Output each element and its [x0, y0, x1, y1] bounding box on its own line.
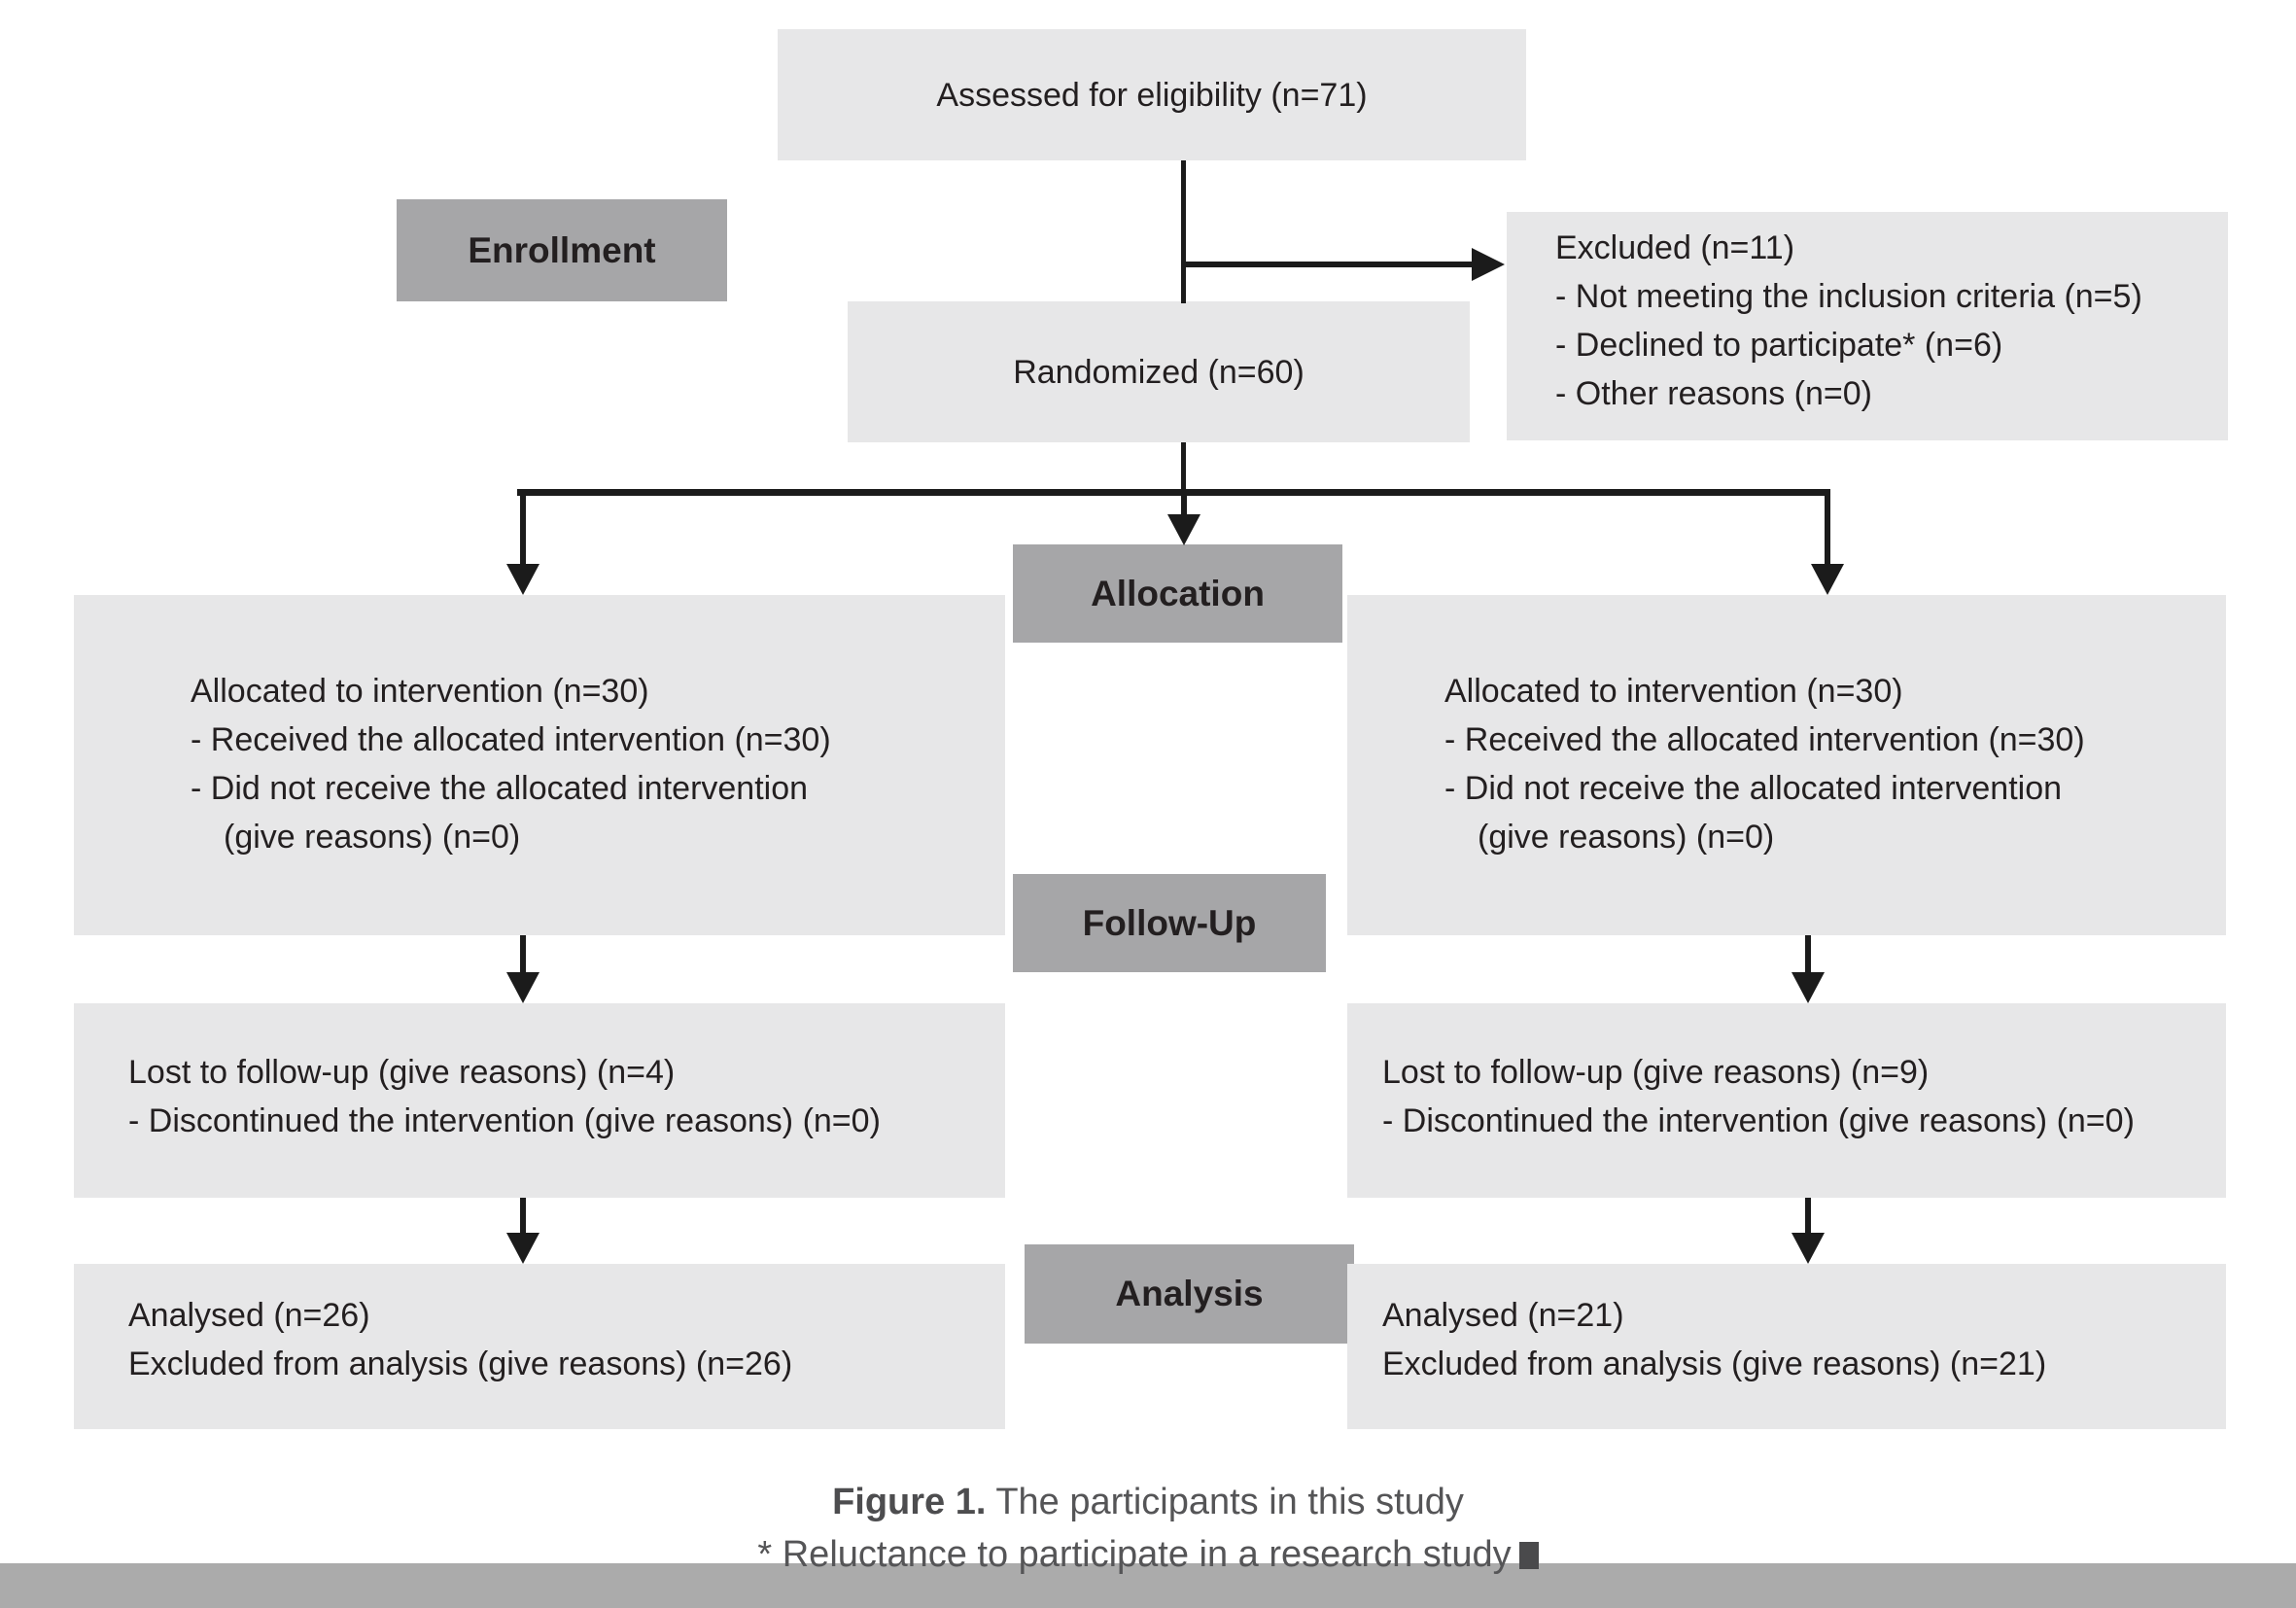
allocation-left-line: Allocated to intervention (n=30) — [191, 673, 649, 710]
allocation-left-line: - Did not receive the allocated intervention — [191, 770, 809, 807]
figure-footnote-text: * Reluctance to participate in a research study — [757, 1534, 1512, 1575]
arrowhead-right-allocation-icon — [1811, 564, 1844, 595]
connector-right-followup-to-analysis — [1805, 1198, 1811, 1235]
randomized-text: Randomized (n=60) — [1013, 353, 1305, 391]
footnote-cursor-block — [1519, 1542, 1539, 1569]
connector-branch-to-left-allocation — [520, 489, 526, 565]
allocation-left-line: - Received the allocated intervention (n=30) — [191, 721, 831, 758]
connector-assessed-to-randomized — [1181, 160, 1186, 303]
allocation-right-line: Allocated to intervention (n=30) — [1444, 673, 1903, 710]
analysis-left-line: Analysed (n=26) — [128, 1297, 370, 1334]
allocation-label-text: Allocation — [1091, 573, 1265, 613]
figure-caption-text: The participants in this study — [986, 1482, 1464, 1522]
followup-left-line: Lost to follow-up (give reasons) (n=4) — [128, 1054, 676, 1091]
connector-left-allocation-to-followup — [520, 935, 526, 974]
stage-label-followup — [1013, 874, 1326, 972]
arrowhead-left-followup-icon — [506, 972, 539, 1003]
branch-line — [517, 489, 1829, 496]
randomized-box — [848, 301, 1470, 442]
excluded-box — [1507, 212, 2228, 440]
figure-caption-label: Figure 1. — [832, 1482, 987, 1522]
analysis-right-line: Excluded from analysis (give reasons) (n=21) — [1382, 1346, 2047, 1382]
stage-label-analysis — [1025, 1244, 1354, 1344]
allocation-right-line: - Did not receive the allocated intervention — [1444, 770, 2063, 807]
excluded-line: - Declined to participate* (n=6) — [1555, 327, 2003, 364]
arrowhead-right-analysis-icon — [1792, 1233, 1825, 1264]
arrowhead-left-analysis-icon — [506, 1233, 539, 1264]
allocation-left-line: (give reasons) (n=0) — [224, 819, 521, 856]
allocation-right-box — [1347, 595, 2226, 935]
arrowhead-right-followup-icon — [1792, 972, 1825, 1003]
allocation-right-line: (give reasons) (n=0) — [1478, 819, 1775, 856]
figure-caption — [0, 1480, 2296, 1524]
assessed-eligibility-text: Assessed for eligibility (n=71) — [936, 76, 1368, 114]
excluded-line: - Other reasons (n=0) — [1555, 375, 1872, 412]
excluded-line: Excluded (n=11) — [1555, 229, 1795, 266]
assessed-eligibility-box — [778, 29, 1526, 160]
connector-to-excluded — [1181, 262, 1473, 267]
analysis-right-box — [1347, 1264, 2226, 1429]
analysis-label-text: Analysis — [1115, 1274, 1264, 1313]
followup-label-text: Follow-Up — [1082, 902, 1257, 943]
followup-left-line: - Discontinued the intervention (give reasons) (n=0) — [128, 1102, 881, 1139]
followup-right-line: - Discontinued the intervention (give reasons) (n=0) — [1382, 1102, 2135, 1139]
allocation-right-line: - Received the allocated intervention (n=30) — [1444, 721, 2085, 758]
connector-branch-to-right-allocation — [1825, 489, 1830, 565]
analysis-right-line: Analysed (n=21) — [1382, 1297, 1624, 1334]
stage-label-allocation — [1013, 544, 1342, 643]
followup-right-line: Lost to follow-up (give reasons) (n=9) — [1382, 1054, 1930, 1091]
connector-left-followup-to-analysis — [520, 1198, 526, 1235]
analysis-left-box — [74, 1264, 1005, 1429]
analysis-left-line: Excluded from analysis (give reasons) (n=26) — [128, 1346, 793, 1382]
figure-footnote — [0, 1532, 2296, 1577]
arrowhead-allocation-label-icon — [1167, 514, 1200, 545]
enrollment-label-text: Enrollment — [468, 229, 656, 270]
allocation-left-box — [74, 595, 1005, 935]
excluded-line: - Not meeting the inclusion criteria (n=5) — [1555, 278, 2142, 315]
followup-right-box — [1347, 1003, 2226, 1198]
connector-right-allocation-to-followup — [1805, 935, 1811, 974]
stage-label-enrollment — [397, 199, 727, 301]
connector-randomized-to-branch — [1181, 442, 1186, 493]
arrowhead-left-allocation-icon — [506, 564, 539, 595]
connector-branch-to-allocation-label — [1181, 489, 1187, 516]
arrowhead-excluded-icon — [1472, 248, 1505, 281]
followup-left-box — [74, 1003, 1005, 1198]
